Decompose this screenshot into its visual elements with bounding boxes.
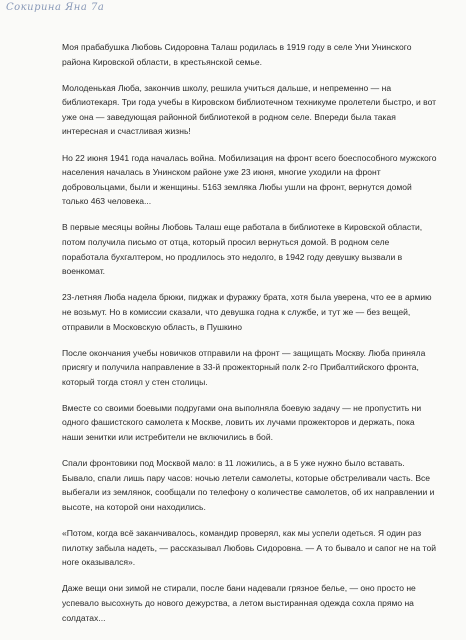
paragraph: Моя прабабушка Любовь Сидоровна Талаш родилась в 1919 году в селе Уни Унинского района Кировской области, в крестьянской семье. bbox=[62, 42, 412, 67]
handwritten-author-note: Сокирина Яна 7а bbox=[6, 2, 105, 13]
paragraph: «Потом, когда всё заканчивалось, командир проверял, как мы успели одеться. Я один раз пилотку забыла надеть, — рассказывал Любовь Сидоровна. — А то бывало и сапог не на той ноге оказывался». bbox=[62, 528, 436, 568]
paragraph: Спали фронтовики под Москвой мало: в 11 ложились, а в 5 уже нужно было вставать. Бывало, спали лишь пару часов: ночью летели самолеты, которые обстреливали часть. Все выбегали из землянок, сообщали по телефону о количестве самолетов, об их направлении и высоте, на которой они находились. bbox=[62, 458, 435, 512]
paragraph: После окончания учебы новичков отправили на фронт — защищать Москву. Люба приняла присягу и получила направление в 33-й прожекторный полк 2-го Прибалтийского фронта, который тогда стоял у стен столицы. bbox=[62, 347, 426, 387]
paragraph: Вместе со своими боевыми подругами она выполняла боевую задачу — не пропустить ни одного фашистского самолета к Москве, ловить их лучами прожекторов и держать, пока наши зенитки или истребители не включились в бой. bbox=[62, 402, 422, 443]
paragraph: Но 22 июня 1941 года началась война. Мобилизация на фронт всего боеспособного мужского населения началась в Унинском районе уже 23 июня, многие уходили на фронт добровольцами, были и женщины. 5163 земляка Любы ушли на фронт, вернутся домой только 463 человека... bbox=[62, 152, 437, 207]
paragraph: Молоденькая Люба, закончив школу, решила учиться дальше, и непременно — на библиотекаря. Три года учебы в Кировском библиотечном техникуме пролетели быстро, и вот уже она — заведующая районной библиотекой в родном селе. Впереди была такая интересная и счастливая жизнь! bbox=[62, 82, 437, 137]
document-body bbox=[62, 40, 438, 637]
paragraph: 23-летняя Люба надела брюки, пиджак и фуражку брата, хотя была уверена, что ее в армию не возьмут. Но в комиссии сказали, что девушка годна к службе, и тут же — без вещей, отправили в Московскую область, в Пушкино bbox=[62, 292, 432, 332]
paragraph: Даже вещи они зимой не стирали, после бани надевали грязное белье, — оно просто не успевало высохнуть до нового дежурства, а летом выстиранная одежда сохла прямо на солдатах... bbox=[62, 583, 416, 623]
paragraph: В первые месяцы войны Любовь Талаш еще работала в библиотеке в Кировской области, потом получила письмо от отца, который просил вернуться домой. В родном селе поработала бухгалтером, но продлилось это недолго, в 1942 году девушку вызвали в военкомат. bbox=[62, 222, 423, 277]
